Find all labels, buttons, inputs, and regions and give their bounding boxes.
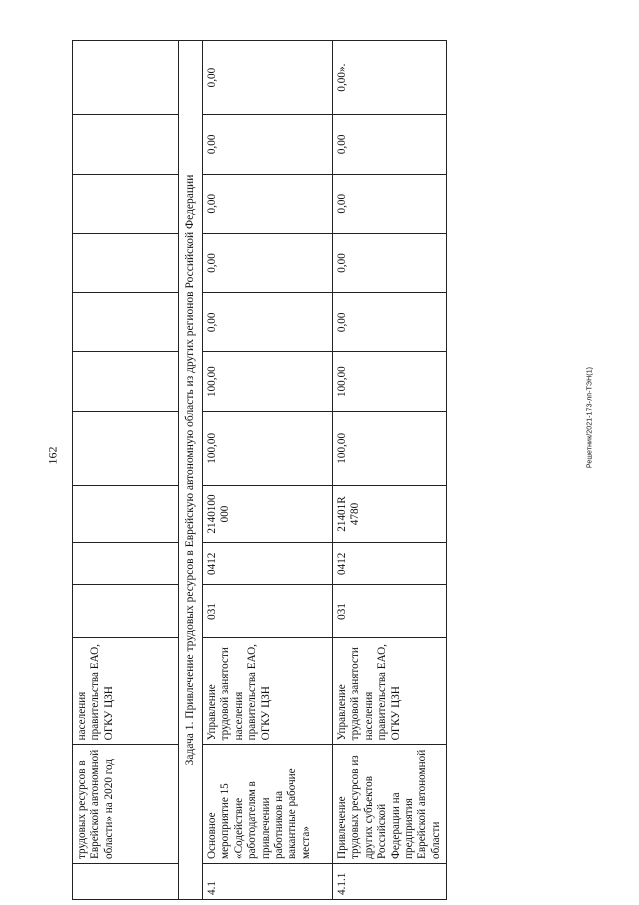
cell-id: 4.1	[203, 864, 333, 900]
cell-csr: 21401R 4780	[333, 485, 447, 542]
cell-grbs: 031	[203, 585, 333, 638]
cell-executor: населения правительства ЕАО, ОГКУ ЦЗН	[73, 638, 179, 745]
cell-v6	[73, 115, 179, 174]
cell-name: Привлечение трудовых ресурсов из других субъектов Российской Федерации на предприятия Еврейской автономной области	[333, 745, 447, 864]
continuation-row	[73, 41, 179, 900]
cell-csr	[73, 485, 179, 542]
cell-v2: 100,00	[203, 352, 333, 411]
cell-v1	[73, 411, 179, 485]
cell-v7: 0,00	[203, 41, 333, 115]
cell-v3: 0,00	[333, 293, 447, 352]
cell-name: Основное мероприятие 15 «Содействие работодателям в привлечении работников на вакантные рабочие места»	[203, 745, 333, 864]
cell-rzpr: 0412	[333, 543, 447, 585]
cell-v2	[73, 352, 179, 411]
page-number: 162	[45, 446, 60, 465]
cell-v7: 0,00».	[333, 41, 447, 115]
cell-id	[73, 864, 179, 900]
cell-v1: 100,00	[333, 411, 447, 485]
cell-executor: Управление трудовой занятости населения правительства ЕАО, ОГКУ ЦЗН	[203, 638, 333, 745]
cell-id: 4.1.1	[333, 864, 447, 900]
cell-v2: 100,00	[333, 352, 447, 411]
cell-v5	[73, 174, 179, 233]
rotated-table-wrapper	[72, 40, 442, 900]
cell-v7	[73, 41, 179, 115]
cell-v6: 0,00	[333, 115, 447, 174]
document-stamp-note: Решетник/2021-173-лп-ТЭН(1)	[586, 366, 594, 469]
cell-grbs: 031	[333, 585, 447, 638]
cell-v4: 0,00	[333, 233, 447, 292]
cell-v6: 0,00	[203, 115, 333, 174]
cell-v1: 100,00	[203, 411, 333, 485]
table-row	[333, 41, 447, 900]
cell-v3	[73, 293, 179, 352]
table-row	[203, 41, 333, 900]
cell-csr: 2140100 000	[203, 485, 333, 542]
cell-name: трудовых ресурсов в Еврейской автономной области» на 2020 год	[73, 745, 179, 864]
cell-rzpr: 0412	[203, 543, 333, 585]
cell-v5: 0,00	[333, 174, 447, 233]
cell-grbs	[73, 585, 179, 638]
cell-v3: 0,00	[203, 293, 333, 352]
cell-v5: 0,00	[203, 174, 333, 233]
task-header: Задача 1. Привлечение трудовых ресурсов в Еврейскую автономную область из других регионов Российской Федерации	[179, 41, 203, 900]
cell-executor: Управление трудовой занятости населения правительства ЕАО, ОГКУ ЦЗН	[333, 638, 447, 745]
budget-table	[72, 40, 447, 900]
cell-v4	[73, 233, 179, 292]
cell-rzpr	[73, 543, 179, 585]
task-header-row	[179, 41, 203, 900]
cell-v4: 0,00	[203, 233, 333, 292]
